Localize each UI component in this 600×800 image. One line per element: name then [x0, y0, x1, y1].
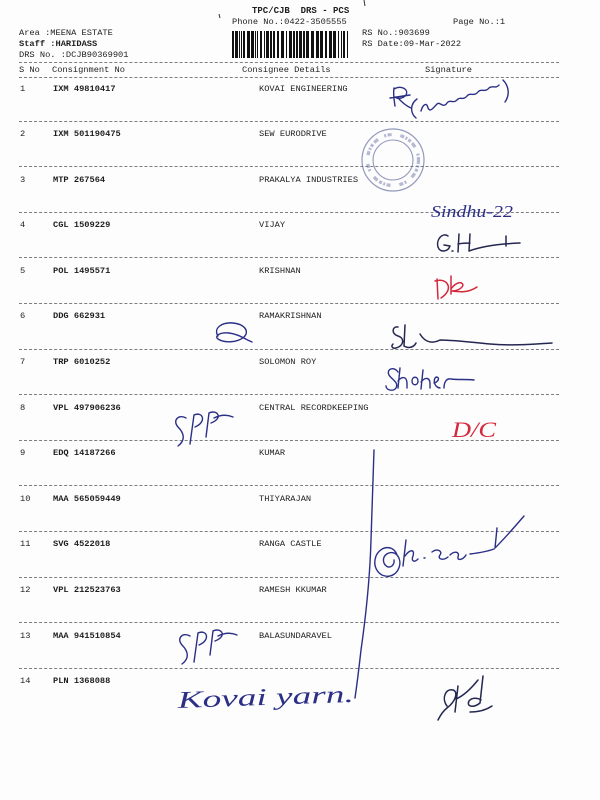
- barcode-bar: [270, 31, 272, 58]
- row-serial-number: 13: [20, 630, 31, 641]
- column-header-consignee: Consignee Details: [242, 65, 331, 75]
- barcode-bar: [333, 31, 336, 58]
- row-serial-number: 4: [20, 220, 26, 231]
- row-consignment-number: MTP 267564: [53, 174, 106, 185]
- area: [19, 28, 113, 38]
- row-consignee-name: KRISHNAN: [259, 265, 301, 276]
- row-consignee-name: BALASUNDARAVEL: [259, 630, 332, 641]
- table-row: [19, 167, 559, 213]
- page-number: [453, 17, 505, 27]
- rs-date-value: 09-Mar-2022: [403, 39, 462, 49]
- table-row: [19, 213, 559, 259]
- row-consignment-number: CGL 1509229: [53, 220, 111, 231]
- row-consignment-number: PLN 1368088: [53, 676, 111, 687]
- row-consignee-name: RAMAKRISHNAN: [259, 311, 322, 322]
- barcode-bar: [320, 31, 323, 58]
- column-header-consignment: Consignment No: [52, 65, 125, 75]
- row-consignment-number: MAA 565059449: [53, 493, 121, 504]
- barcode-bar: [329, 31, 332, 58]
- row-consignee-name: SOLOMON ROY: [259, 357, 317, 368]
- handwritten-note-row-8: D/C: [450, 417, 497, 442]
- row-consignee-name: RANGA CASTLE: [259, 539, 322, 550]
- barcode-bar: [247, 31, 250, 58]
- phone-label: Phone No.:: [232, 17, 285, 27]
- barcode-bar: [264, 31, 265, 58]
- row-serial-number: 3: [20, 174, 26, 185]
- consignment-list: [19, 76, 559, 714]
- column-header-sno: S No: [19, 65, 40, 75]
- row-consignment-number: MAA 941510854: [53, 630, 121, 641]
- row-serial-number: 2: [20, 129, 26, 140]
- barcode-bar: [341, 31, 342, 58]
- rs-date-label: RS Date:: [362, 39, 404, 49]
- barcode-bar: [289, 31, 292, 58]
- table-row: [19, 486, 559, 532]
- barcode-bar: [260, 31, 262, 58]
- document-title: TPC/CJB DRS - PCS: [252, 6, 350, 16]
- barcode-bar: [338, 31, 339, 58]
- table-row: [19, 669, 559, 715]
- table-row: [19, 122, 559, 168]
- row-serial-number: 6: [20, 311, 26, 322]
- table-row: [19, 441, 559, 487]
- divider: [19, 62, 559, 63]
- barcode-bar: [257, 31, 258, 58]
- rs-date: [362, 39, 461, 49]
- table-row: [19, 395, 559, 441]
- table-row: [19, 258, 559, 304]
- row-consignee-name: KUMAR: [259, 448, 286, 459]
- barcode-bar: [316, 31, 319, 58]
- barcode-icon: [231, 31, 350, 58]
- page-value: 1: [499, 17, 506, 27]
- row-serial-number: 12: [20, 585, 31, 596]
- barcode-bar: [273, 31, 275, 58]
- rs-number-value: 903699: [398, 28, 430, 38]
- barcode-bar: [277, 31, 279, 58]
- drs-label: DRS No. :: [19, 50, 66, 60]
- row-consignment-number: TRP 6010252: [53, 357, 111, 368]
- row-consignee-name: THIYARAJAN: [259, 493, 312, 504]
- table-row: [19, 578, 559, 624]
- drs-value: DCJB90369901: [65, 50, 129, 60]
- rs-number: [362, 28, 430, 38]
- row-serial-number: 5: [20, 265, 26, 276]
- barcode-bar: [325, 31, 327, 58]
- row-consignee-name: KOVAI ENGINEERING: [259, 83, 348, 94]
- barcode-bar: [286, 31, 287, 58]
- phone-number: [232, 17, 347, 27]
- row-serial-number: 10: [20, 493, 31, 504]
- rs-number-label: RS No.:: [362, 28, 399, 38]
- barcode-bar: [306, 31, 309, 58]
- handwritten-note-row-14: Kovai yarn.: [177, 684, 292, 714]
- barcode-bar: [241, 31, 242, 58]
- page-label: Page No.:: [453, 17, 500, 27]
- row-consignment-number: IXM 49810417: [53, 83, 116, 94]
- table-row: [19, 304, 559, 350]
- phone-value: 0422-3505555: [284, 17, 347, 27]
- column-header-signature: Signature: [425, 65, 472, 75]
- staff-value: HARIDASS: [55, 39, 98, 49]
- row-consignment-number: SVG 4522018: [53, 539, 111, 550]
- area-value: MEENA ESTATE: [50, 28, 113, 38]
- barcode-bar: [296, 31, 298, 58]
- row-consignment-number: EDQ 14187266: [53, 448, 116, 459]
- row-serial-number: 11: [20, 539, 31, 550]
- area-label: Area :: [19, 28, 51, 38]
- staff: [19, 39, 97, 49]
- table-row: [19, 350, 559, 396]
- row-consignment-number: VPL 497906236: [53, 402, 121, 413]
- barcode-bar: [243, 31, 245, 58]
- drs-number: [19, 50, 128, 60]
- row-serial-number: 1: [20, 83, 26, 94]
- table-row: [19, 623, 559, 669]
- table-row: [19, 532, 559, 578]
- barcode-bar: [255, 31, 256, 58]
- barcode-bar: [239, 31, 240, 58]
- barcode-bar: [235, 31, 238, 58]
- row-consignee-name: RAMESH KKUMAR: [259, 585, 327, 596]
- barcode-bar: [311, 31, 314, 58]
- row-serial-number: 14: [20, 676, 31, 687]
- staff-label: Staff :: [19, 39, 56, 49]
- barcode-bar: [251, 31, 254, 58]
- row-consignment-number: VPL 212523763: [53, 585, 121, 596]
- row-consignee-name: PRAKALYA INDUSTRIES: [259, 174, 359, 185]
- barcode-bar: [299, 31, 302, 58]
- barcode-bar: [347, 31, 348, 58]
- handwritten-note-row-3: Sindhu-22: [431, 202, 514, 221]
- row-serial-number: 7: [20, 357, 26, 368]
- row-consignment-number: IXM 501190475: [53, 129, 121, 140]
- barcode-bar: [232, 31, 234, 58]
- row-consignment-number: DDG 662931: [53, 311, 106, 322]
- row-consignee-name: VIJAY: [259, 220, 286, 231]
- barcode-bar: [266, 31, 269, 58]
- row-consignment-number: POL 1495571: [53, 265, 111, 276]
- barcode-bar: [281, 31, 284, 58]
- row-consignee-name: SEW EURODRIVE: [259, 129, 327, 140]
- table-row: [19, 76, 559, 122]
- barcode-bar: [303, 31, 305, 58]
- barcode-bar: [293, 31, 295, 58]
- row-serial-number: 9: [20, 448, 26, 459]
- row-consignee-name: CENTRAL RECORDKEEPING: [259, 402, 369, 413]
- row-serial-number: 8: [20, 402, 26, 413]
- barcode-bar: [343, 31, 345, 58]
